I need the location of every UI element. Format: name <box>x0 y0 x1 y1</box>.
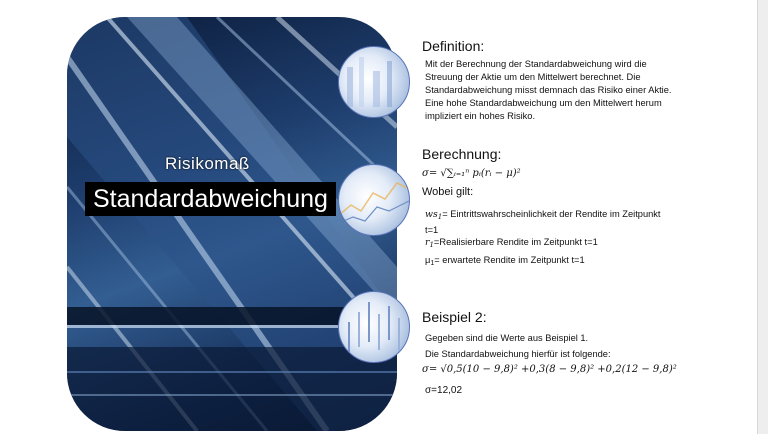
beispiel-line-2: Die Standardabweichung hierfür ist folgende: <box>425 349 611 359</box>
mu-symbol: μ <box>425 255 431 265</box>
city-lights-graphic <box>339 47 409 117</box>
ws-definition <box>425 208 665 237</box>
definition-text: Mit der Berechnung der Standardabweichung wird die Streuung der Aktie um den Mittelwert berechnet. Die Standardabweichung misst demnach das Risiko einer Aktie. Eine hohe Standardabweichung um den Mittelwert herum impliziert ein hohes Risiko. <box>425 59 672 121</box>
beispiel-result: σ=12,02 <box>425 385 463 396</box>
beispiel-heading: Beispiel 2: <box>422 309 487 325</box>
mu-subscript: 1 <box>430 260 435 267</box>
cover-title: Standardabweichung <box>93 184 328 213</box>
circle-image-2 <box>338 164 410 236</box>
beispiel-line-1: Gegeben sind die Werte aus Beispiel 1. <box>425 333 589 343</box>
r-definition <box>425 236 685 252</box>
candlestick-graphic <box>339 292 409 362</box>
vertical-scrollbar[interactable] <box>757 0 768 434</box>
r-symbol: r <box>425 237 430 248</box>
definition-heading: Definition: <box>422 38 485 54</box>
circle-image-3 <box>338 291 410 363</box>
r-text: =Realisierbare Rendite im Zeitpunkt t=1 <box>433 237 598 247</box>
beispiel-formula: σ= √0,5(10 − 9,8)² +0,3(8 − 9,8)² +0,2(12 − 9,8)² <box>422 364 677 375</box>
cover-title-band <box>85 182 336 216</box>
r-subscript: 1 <box>429 241 434 249</box>
chart-lines-graphic <box>339 165 409 235</box>
berechnung-formula: σ= √∑ᵢ₌₁ⁿ pᵢ(rᵢ − μ)² <box>422 168 521 179</box>
wobei-label: Wobei gilt: <box>422 186 474 198</box>
ws-subscript: 1 <box>437 213 443 221</box>
berechnung-heading: Berechnung: <box>422 146 502 162</box>
mu-text: = erwartete Rendite im Zeitpunkt t=1 <box>434 255 585 265</box>
cover-subtitle: Risikomaß <box>165 154 250 173</box>
circle-image-1 <box>338 46 410 118</box>
ws-text: = Eintrittswahrscheinlichkeit der Rendite im Zeitpunkt t=1 <box>425 209 661 235</box>
mu-definition <box>425 254 685 270</box>
ws-symbol: ws <box>425 209 438 220</box>
